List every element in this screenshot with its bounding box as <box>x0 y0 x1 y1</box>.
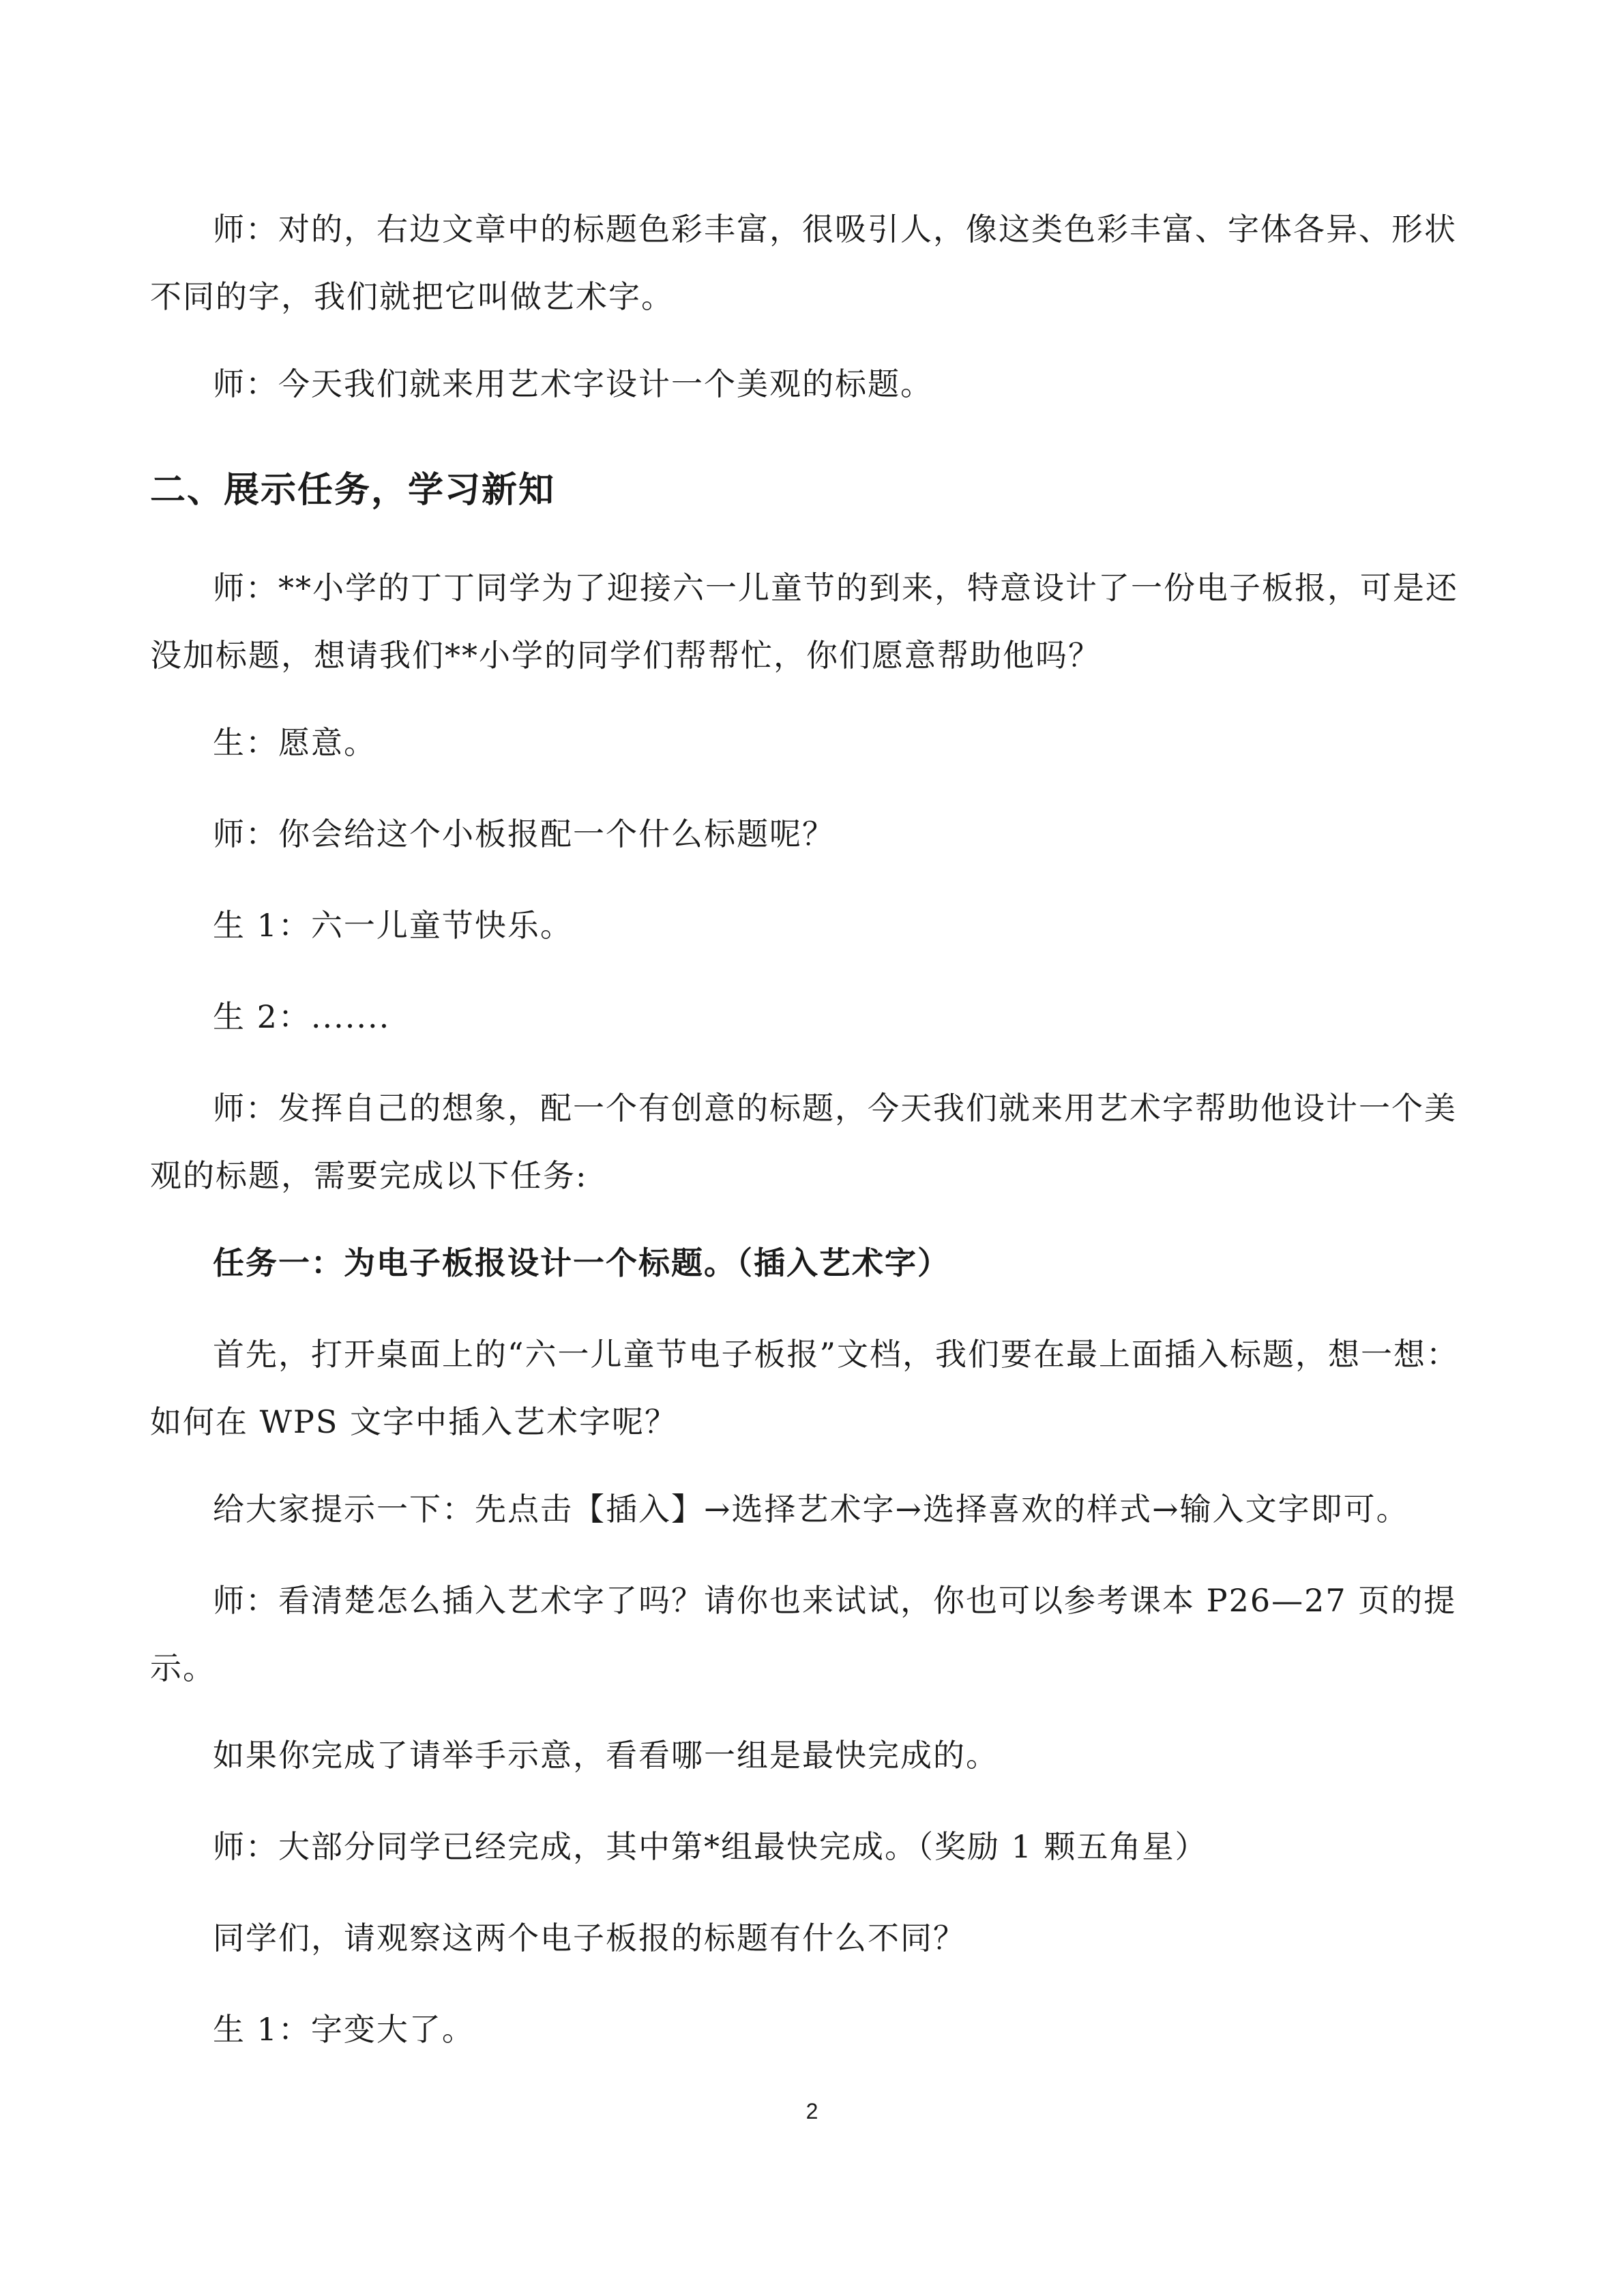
paragraph-student1-answer: 生 1：六一儿童节快乐。 <box>213 907 573 944</box>
paragraph-try-it: 师：看清楚怎么插入艺术字了吗？请你也来试试，你也可以参考课本 P26—27 页的提示。 <box>150 1582 1457 1686</box>
paragraph-hint-steps: 给大家提示一下：先点击【插入】→选择艺术字→选择喜欢的样式→输入文字即可。 <box>213 1491 1409 1527</box>
section-heading: 二、展示任务，学习新知 <box>150 470 556 511</box>
paragraph-teacher-question: 师：你会给这个小板报配一个什么标题呢？ <box>213 816 835 852</box>
task-one-title: 任务一：为电子板报设计一个标题。（插入艺术字） <box>213 1244 950 1281</box>
page-number: 2 <box>806 2099 818 2123</box>
paragraph-student1-observation: 生 1：字变大了。 <box>213 2011 475 2048</box>
paragraph-student-willing: 生：愿意。 <box>213 724 377 761</box>
paragraph-task-intro: 师：发挥自己的想象，配一个有创意的标题，今天我们就来用艺术字帮助他设计一个美观的标题，需要完成以下任务: <box>150 1090 1457 1194</box>
paragraph-story-intro: 师：**小学的丁丁同学为了迎接六一儿童节的到来，特意设计了一份电子板报，可是还没加标题，想请我们**小学的同学们帮帮忙，你们愿意帮助他吗？ <box>150 569 1458 674</box>
paragraph-art-text-definition: 师：对的，右边文章中的标题色彩丰富，很吸引人，像这类色彩丰富、字体各异、形状不同的字，我们就把它叫做艺术字。 <box>150 211 1457 315</box>
paragraph-raise-hand: 如果你完成了请举手示意，看看哪一组是最快完成的。 <box>213 1737 999 1774</box>
paragraph-today-task: 师：今天我们就来用艺术字设计一个美观的标题。 <box>213 366 933 402</box>
paragraph-open-document: 首先，打开桌面上的“六一儿童节电子板报”文档，我们要在最上面插入标题，想一想：如何在 WPS 文字中插入艺术字呢？ <box>150 1336 1460 1440</box>
paragraph-reward: 师：大部分同学已经完成，其中第*组最快完成。（奖励 1 颗五角星） <box>213 1828 1208 1865</box>
paragraph-observe: 同学们，请观察这两个电子板报的标题有什么不同？ <box>213 1920 966 1956</box>
paragraph-student2-answer: 生 2：....... <box>213 998 391 1035</box>
